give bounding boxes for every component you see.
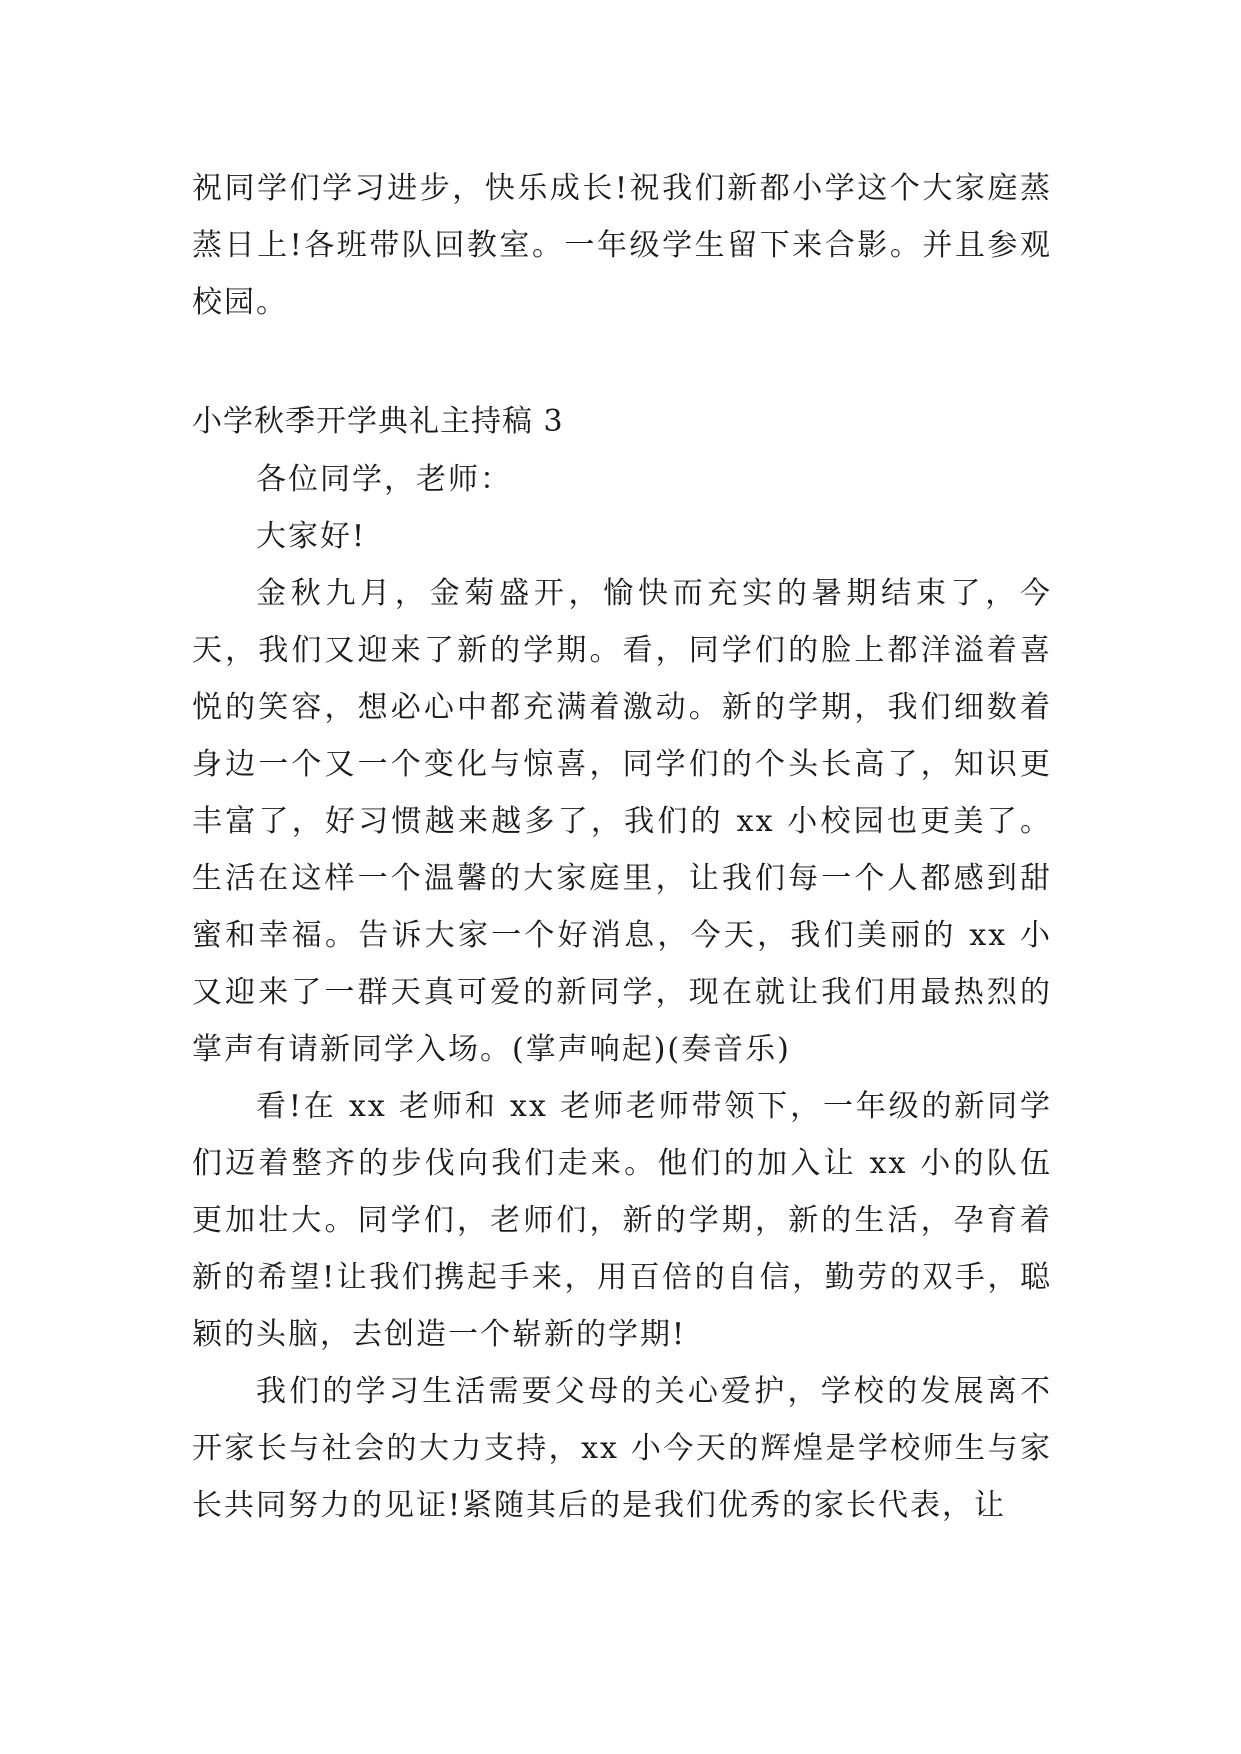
body-text-block bbox=[192, 451, 1052, 1534]
intro-paragraph: 祝同学们学习进步，快乐成长!祝我们新都小学这个大家庭蒸蒸日上!各班带队回教室。一年级学生留下来合影。并且参观校园。 bbox=[192, 171, 1052, 320]
body-paragraph-new-students: 看!在 xx 老师和 xx 老师老师带领下，一年级的新同学们迈着整齐的步伐向我们走来。他们的加入让 xx 小的队伍更加壮大。同学们，老师们，新的学期，新的生活，孕育着新的希望!让我们携起手来，用百倍的自信，勤劳的双手，聪颖的头脑，去创造一个崭新的学期! bbox=[192, 1089, 1052, 1352]
body-paragraph-opening: 金秋九月，金菊盛开，愉快而充实的暑期结束了，今天，我们又迎来了新的学期。看，同学们的脸上都洋溢着喜悦的笑容，想必心中都充满着激动。新的学期，我们细数着身边一个又一个变化与惊喜，同学们的个头长高了，知识更丰富了，好习惯越来越多了，我们的 xx 小校园也更美了。生活在这样一个温馨的大家庭里，让我们每一个人都感到甜蜜和幸福。告诉大家一个好消息，今天，我们美丽的 xx 小又迎来了一群天真可爱的新同学，现在就让我们用最热烈的掌声有请新同学入场。(掌声响起)(奏音乐) bbox=[192, 576, 1052, 1067]
salutation-paragraph: 各位同学，老师： bbox=[256, 462, 512, 497]
section-title: 小学秋季开学典礼主持稿 3 bbox=[192, 404, 564, 439]
body-paragraph-parents: 我们的学习生活需要父母的关心爱护，学校的发展离不开家长与社会的大力支持，xx 小今天的辉煌是学校师生与家长共同努力的见证!紧随其后的是我们优秀的家长代表，让 bbox=[192, 1374, 1052, 1523]
intro-text-block bbox=[192, 160, 1052, 331]
greeting-paragraph: 大家好! bbox=[256, 519, 367, 554]
